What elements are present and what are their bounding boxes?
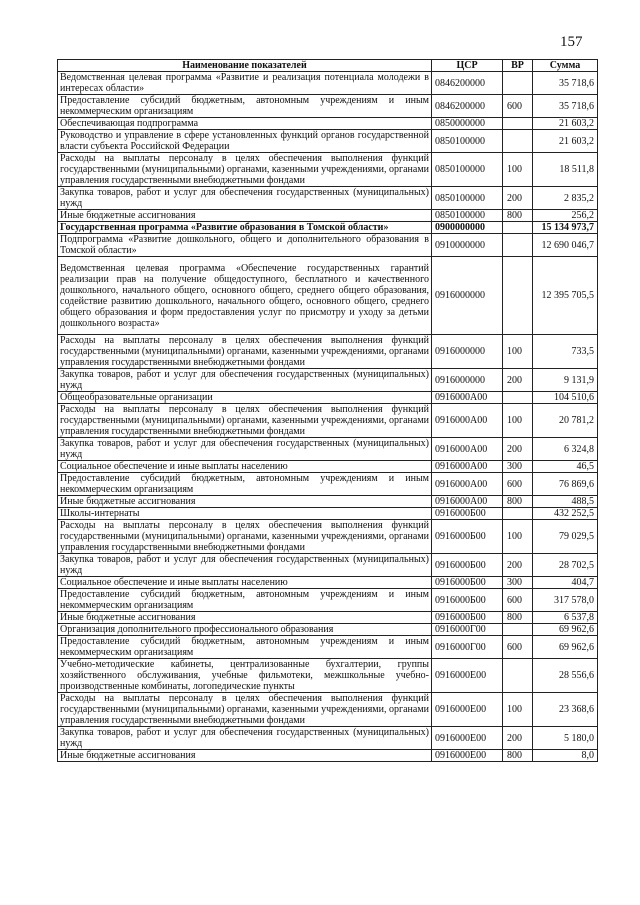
page-number: 157: [560, 34, 583, 50]
table-row: [58, 508, 598, 520]
row-csr: 0916000А00: [432, 461, 503, 473]
table-row: [58, 612, 598, 624]
table-row: [58, 750, 598, 762]
row-vr: 200: [503, 438, 533, 461]
table-row: [58, 335, 598, 369]
row-sum: 15 134 973,7: [533, 222, 598, 234]
row-name: Руководство и управление в сфере установленных функций органов государственной власти субъекта Российской Федерации: [58, 130, 432, 153]
table-row: [58, 577, 598, 589]
row-csr: 0850100000: [432, 153, 503, 187]
row-sum: 488,5: [533, 496, 598, 508]
row-vr: 600: [503, 589, 533, 612]
row-name: Предоставление субсидий бюджетным, автономным учреждениям и иным некоммерческим организациям: [58, 95, 432, 118]
row-name: Учебно-методические кабинеты, централизованные бухгалтерии, группы хозяйственного обслуживания, учебные фильмотеки, межшкольные учебно-производственные комбинаты, логопедические пункты: [58, 659, 432, 693]
row-sum: 5 180,0: [533, 727, 598, 750]
row-sum: 104 510,6: [533, 392, 598, 404]
row-csr: 0916000000: [432, 335, 503, 369]
row-name: Предоставление субсидий бюджетным, автономным учреждениям и иным некоммерческим организациям: [58, 473, 432, 496]
row-csr: 0916000Е00: [432, 659, 503, 693]
table-row: [58, 554, 598, 577]
row-vr: 300: [503, 577, 533, 589]
row-sum: 6 324,8: [533, 438, 598, 461]
row-name: Иные бюджетные ассигнования: [58, 612, 432, 624]
table-row: [58, 392, 598, 404]
row-csr: 0916000Б00: [432, 554, 503, 577]
row-name: Ведомственная целевая программа «Обеспечение государственных гарантий реализации прав на получение общедоступного, бесплатного и качественного дошкольного, начального общего, основного общего, среднего общего образования, содействие развитию дошкольного, начального общего, основного общего, среднего общего образования и форм предоставления услуг по присмотру и уходу за детьми дошкольного возраста»: [58, 257, 432, 335]
header-name: Наименование показателей: [58, 60, 432, 72]
table-row: [58, 187, 598, 210]
table-row: [58, 210, 598, 222]
row-csr: 0916000Б00: [432, 520, 503, 554]
row-vr: [503, 234, 533, 257]
row-sum: 18 511,8: [533, 153, 598, 187]
row-name: Расходы на выплаты персоналу в целях обеспечения выполнения функций государственными (муниципальными) органами, казенными учреждениями, органами управления государственными внебюджетными фондами: [58, 520, 432, 554]
row-csr: 0916000Е00: [432, 693, 503, 727]
row-sum: 79 029,5: [533, 520, 598, 554]
row-vr: 300: [503, 461, 533, 473]
row-vr: [503, 508, 533, 520]
row-csr: 0916000Б00: [432, 577, 503, 589]
row-csr: 0916000Е00: [432, 727, 503, 750]
table-row: [58, 496, 598, 508]
row-sum: 404,7: [533, 577, 598, 589]
row-vr: 200: [503, 369, 533, 392]
row-vr: 800: [503, 750, 533, 762]
row-sum: 12 690 046,7: [533, 234, 598, 257]
row-name: Закупка товаров, работ и услуг для обеспечения государственных (муниципальных) нужд: [58, 727, 432, 750]
row-csr: 0916000А00: [432, 392, 503, 404]
row-name: Общеобразовательные организации: [58, 392, 432, 404]
row-name: Подпрограмма «Развитие дошкольного, общего и дополнительного образования в Томской области»: [58, 234, 432, 257]
row-sum: 28 702,5: [533, 554, 598, 577]
row-name: Социальное обеспечение и иные выплаты населению: [58, 461, 432, 473]
row-csr: 0850100000: [432, 187, 503, 210]
row-name: Закупка товаров, работ и услуг для обеспечения государственных (муниципальных) нужд: [58, 187, 432, 210]
row-sum: 21 603,2: [533, 118, 598, 130]
row-vr: 600: [503, 636, 533, 659]
row-name: Закупка товаров, работ и услуг для обеспечения государственных (муниципальных) нужд: [58, 438, 432, 461]
row-csr: 0846200000: [432, 72, 503, 95]
row-vr: [503, 118, 533, 130]
row-vr: 100: [503, 693, 533, 727]
row-csr: 0916000Г00: [432, 624, 503, 636]
row-vr: 600: [503, 473, 533, 496]
row-csr: 0910000000: [432, 234, 503, 257]
row-name: Расходы на выплаты персоналу в целях обеспечения выполнения функций государственными (муниципальными) органами, казенными учреждениями, органами управления государственными внебюджетными фондами: [58, 153, 432, 187]
table-header-row: [58, 60, 598, 72]
row-vr: 200: [503, 187, 533, 210]
row-vr: 800: [503, 496, 533, 508]
row-name: Расходы на выплаты персоналу в целях обеспечения выполнения функций государственными (муниципальными) органами, казенными учреждениями, органами управления государственными внебюджетными фондами: [58, 404, 432, 438]
row-vr: [503, 222, 533, 234]
row-vr: 200: [503, 727, 533, 750]
row-name: Организация дополнительного профессионального образования: [58, 624, 432, 636]
row-sum: 69 962,6: [533, 636, 598, 659]
row-csr: 0916000А00: [432, 496, 503, 508]
row-sum: 9 131,9: [533, 369, 598, 392]
table-row: [58, 118, 598, 130]
row-name: Расходы на выплаты персоналу в целях обеспечения выполнения функций государственными (муниципальными) органами, казенными учреждениями, органами управления государственными внебюджетными фондами: [58, 335, 432, 369]
row-csr: 0916000А00: [432, 473, 503, 496]
row-vr: 100: [503, 520, 533, 554]
header-vr: ВР: [503, 60, 533, 72]
row-name: Иные бюджетные ассигнования: [58, 496, 432, 508]
table-row: [58, 461, 598, 473]
row-name: Иные бюджетные ассигнования: [58, 210, 432, 222]
row-csr: 0916000Б00: [432, 612, 503, 624]
row-vr: [503, 624, 533, 636]
row-csr: 0916000Б00: [432, 589, 503, 612]
row-sum: 69 962,6: [533, 624, 598, 636]
row-csr: 0916000Е00: [432, 750, 503, 762]
row-vr: 600: [503, 95, 533, 118]
row-sum: 6 537,8: [533, 612, 598, 624]
table-row: [58, 222, 598, 234]
row-name: Закупка товаров, работ и услуг для обеспечения государственных (муниципальных) нужд: [58, 369, 432, 392]
row-csr: 0850100000: [432, 210, 503, 222]
table-row: [58, 95, 598, 118]
row-vr: [503, 659, 533, 693]
table-row: [58, 624, 598, 636]
row-vr: 100: [503, 335, 533, 369]
row-name: Закупка товаров, работ и услуг для обеспечения государственных (муниципальных) нужд: [58, 554, 432, 577]
row-sum: 28 556,6: [533, 659, 598, 693]
table-row: [58, 234, 598, 257]
row-sum: 35 718,6: [533, 95, 598, 118]
table-row: [58, 693, 598, 727]
row-sum: 23 368,6: [533, 693, 598, 727]
row-vr: [503, 72, 533, 95]
row-vr: 100: [503, 404, 533, 438]
row-name: Иные бюджетные ассигнования: [58, 750, 432, 762]
row-name: Обеспечивающая подпрограмма: [58, 118, 432, 130]
row-name: Государственная программа «Развитие образования в Томской области»: [58, 222, 432, 234]
row-csr: 0850100000: [432, 130, 503, 153]
row-sum: 733,5: [533, 335, 598, 369]
row-csr: 0916000Г00: [432, 636, 503, 659]
header-sum: Сумма: [533, 60, 598, 72]
row-csr: 0916000А00: [432, 438, 503, 461]
row-sum: 256,2: [533, 210, 598, 222]
row-sum: 76 869,6: [533, 473, 598, 496]
row-csr: 0916000000: [432, 257, 503, 335]
row-csr: 0916000000: [432, 369, 503, 392]
row-csr: 0916000А00: [432, 404, 503, 438]
row-vr: 200: [503, 554, 533, 577]
row-sum: 432 252,5: [533, 508, 598, 520]
row-name: Социальное обеспечение и иные выплаты населению: [58, 577, 432, 589]
row-name: Предоставление субсидий бюджетным, автономным учреждениям и иным некоммерческим организациям: [58, 636, 432, 659]
table-row: [58, 727, 598, 750]
row-vr: [503, 257, 533, 335]
row-vr: [503, 392, 533, 404]
row-vr: [503, 130, 533, 153]
table-row: [58, 473, 598, 496]
table-row: [58, 438, 598, 461]
table-row: [58, 153, 598, 187]
row-sum: 35 718,6: [533, 72, 598, 95]
row-csr: 0850000000: [432, 118, 503, 130]
table-row: [58, 589, 598, 612]
budget-table: [57, 59, 598, 762]
table-row: [58, 659, 598, 693]
table-row: [58, 636, 598, 659]
table-row: [58, 257, 598, 335]
row-csr: 0900000000: [432, 222, 503, 234]
row-name: Предоставление субсидий бюджетным, автономным учреждениям и иным некоммерческим организациям: [58, 589, 432, 612]
row-sum: 317 578,0: [533, 589, 598, 612]
row-vr: 800: [503, 612, 533, 624]
row-sum: 46,5: [533, 461, 598, 473]
row-vr: 100: [503, 153, 533, 187]
table-row: [58, 72, 598, 95]
row-name: Школы-интернаты: [58, 508, 432, 520]
row-name: Ведомственная целевая программа «Развитие и реализация потенциала молодежи в интересах области»: [58, 72, 432, 95]
table-body: [58, 72, 598, 762]
row-sum: 2 835,2: [533, 187, 598, 210]
row-sum: 21 603,2: [533, 130, 598, 153]
row-sum: 20 781,2: [533, 404, 598, 438]
table-row: [58, 404, 598, 438]
row-csr: 0846200000: [432, 95, 503, 118]
row-sum: 12 395 705,5: [533, 257, 598, 335]
table-row: [58, 520, 598, 554]
table-row: [58, 369, 598, 392]
table-row: [58, 130, 598, 153]
row-vr: 800: [503, 210, 533, 222]
header-csr: ЦСР: [432, 60, 503, 72]
row-name: Расходы на выплаты персоналу в целях обеспечения выполнения функций государственными (муниципальными) органами, казенными учреждениями, органами управления государственными внебюджетными фондами: [58, 693, 432, 727]
row-sum: 8,0: [533, 750, 598, 762]
row-csr: 0916000Б00: [432, 508, 503, 520]
